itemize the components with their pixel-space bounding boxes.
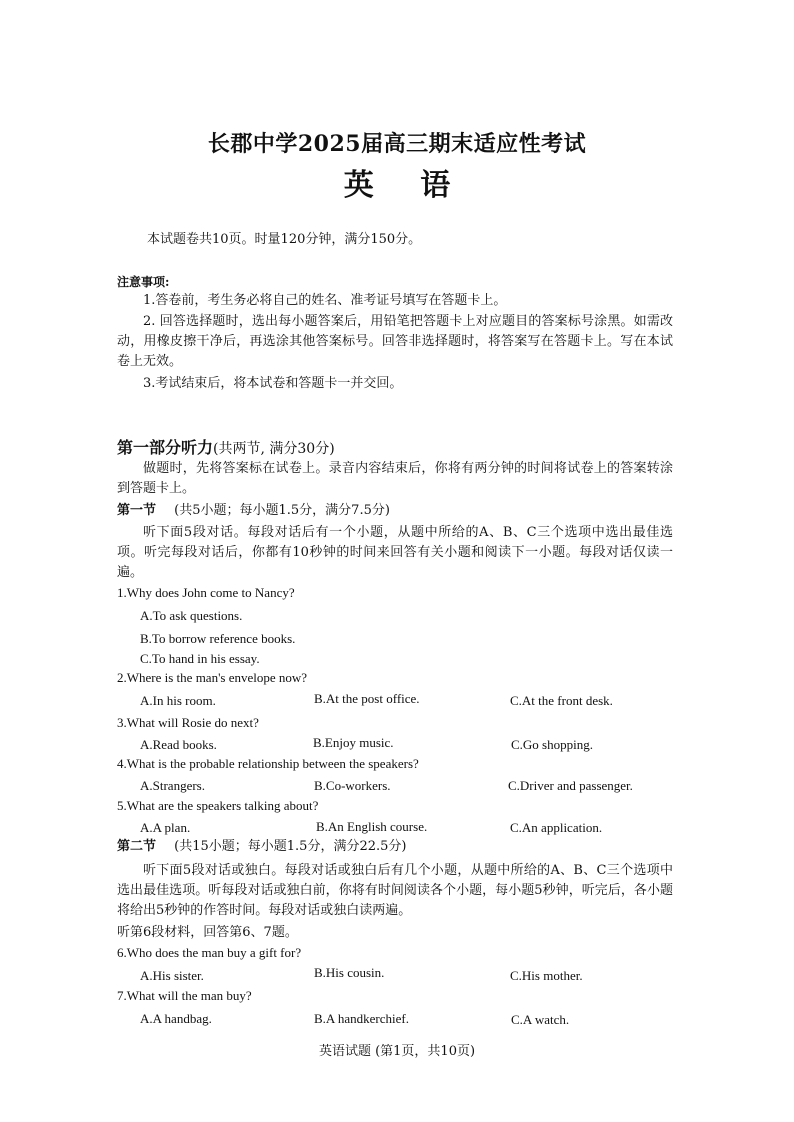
question-stem: 4.What is the probable relationship between the speakers? [117,756,419,771]
section2-instructions: 听下面5段对话或独白。每段对话或独白后有几个小题，从题中所给的A、B、C三个选项中选出最佳选项。听每段对话或独白前，你将有时间阅读各个小题，每小题5秒钟，听完后，各小题将给出5秒钟的作答时间。每段对话或独白读两遍。 [117,863,673,918]
section1-note: (共5小题；每小题1.5分，满分7.5分) [174,503,390,518]
option-b: B.At the post office. [314,691,420,706]
option-b: B.An English course. [316,819,428,834]
section1-instructions: 听下面5段对话。每段对话后有一个小题，从题中所给的A、B、C三个选项中选出最佳选项。听完每段对话后，你都有10秒钟的时间来回答有关小题和阅读下一小题。每段对话仅读一遍。 [117,525,673,580]
option-a: A.His sister. [140,968,204,983]
section2-heading [117,837,406,857]
option-a: A.Read books. [140,737,217,752]
section1-heading [117,501,390,521]
option-c: C.A watch. [511,1012,570,1027]
option-c: C.An application. [510,820,603,835]
option-a: A.A handbag. [140,1011,212,1026]
option-b: B.A handkerchief. [314,1011,409,1026]
option-b: B.Enjoy music. [313,735,394,750]
part1-title: 第一部分听力 [117,438,214,457]
subject-title: 英 语 [343,168,469,203]
section2-label: 第二节 [117,839,157,854]
part1-heading [117,435,335,458]
option-b: B.His cousin. [314,965,385,980]
option-c: C.At the front desk. [510,693,613,708]
option-b: B.To borrow reference books. [140,631,296,646]
notes-heading: 注意事项: [117,275,170,289]
part1-title-note: (共两节, 满分30分) [213,441,335,457]
part1-instructions: 做题时，先将答案标在试卷上。录音内容结束后，你将有两分钟的时间将试卷上的答案转涂到答题卡上。 [117,461,673,496]
exam-title: 长郡中学2025届高三期末适应性考试 [207,131,587,157]
question-stem: 7.What will the man buy? [117,988,252,1003]
material-instruction: 听第6段材料，回答第6、7题。 [117,925,298,940]
option-c: C.His mother. [510,968,583,983]
page-footer: 英语试题 (第1页，共10页) [318,1044,476,1059]
note-item-2: 2. 回答选择题时，选出每小题答案后，用铅笔把答题卡上对应题目的答案标号涂黑。如需改动，用橡皮擦干净后，再选涂其他答案标号。回答非选择题时，将答案写在答题卡上。写在本试卷上无效。 [117,314,673,369]
option-c: C.Go shopping. [511,737,593,752]
section2-note: (共15小题；每小题1.5分，满分22.5分) [174,839,407,854]
option-b: B.Co-workers. [314,778,391,793]
option-c: C.Driver and passenger. [508,778,633,793]
exam-intro: 本试题卷共10页。时量120分钟，满分150分。 [147,232,422,247]
option-a: A.In his room. [140,693,216,708]
question-stem: 5.What are the speakers talking about? [117,798,319,813]
option-a: A.Strangers. [140,778,205,793]
option-c: C.To hand in his essay. [140,651,260,666]
note-item-1: 1.答卷前，考生务必将自己的姓名、准考证号填写在答题卡上。 [143,293,507,308]
note-item-3: 3.考试结束后，将本试卷和答题卡一并交回。 [143,376,403,391]
question-stem: 6.Who does the man buy a gift for? [117,945,302,960]
option-a: A.A plan. [140,820,191,835]
question-stem: 1.Why does John come to Nancy? [117,585,295,600]
question-stem: 2.Where is the man's envelope now? [117,670,308,685]
option-a: A.To ask questions. [140,608,243,623]
question-stem: 3.What will Rosie do next? [117,715,259,730]
section1-label: 第一节 [117,503,157,518]
